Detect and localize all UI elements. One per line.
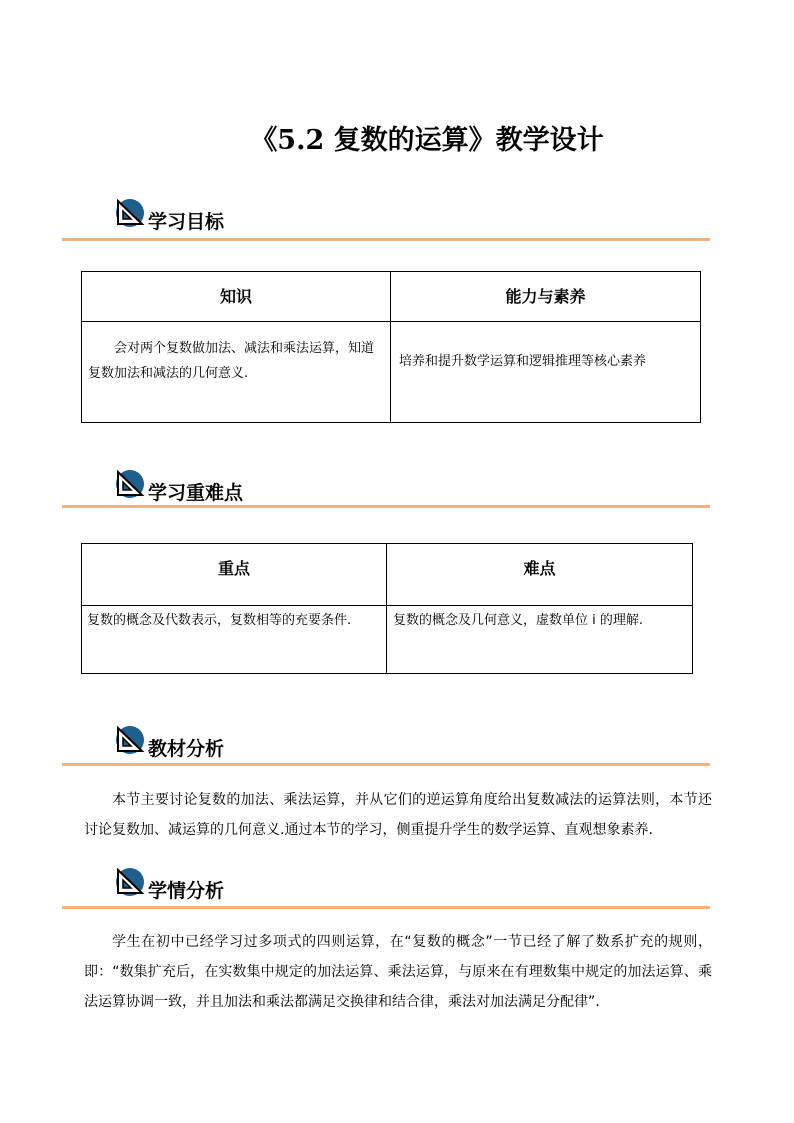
section-divider xyxy=(62,763,710,766)
section-material-title: 教材分析 xyxy=(148,738,225,760)
triangle-ruler-icon xyxy=(112,722,148,758)
goals-col-knowledge-header: 知识 xyxy=(82,272,391,322)
section-divider xyxy=(62,238,710,241)
section-keypoints-title: 学习重难点 xyxy=(148,482,244,504)
keypoints-col-difficulty-header: 难点 xyxy=(387,544,693,606)
learner-paragraph: 学生在初中已经学习过多项式的四则运算，在“复数的概念”一节已经了解了数系扩充的规则，即：“数集扩充后，在实数集中规定的加法运算、乘法运算，与原来在有理数集中规定的加法运算、乘法运算协调一致，并且加法和乘法都满足交换律和结合律，乘法对加法满足分配律”. xyxy=(84,934,712,1010)
keypoints-focus-cell: 复数的概念及代数表示，复数相等的充要条件. xyxy=(82,606,387,674)
triangle-ruler-icon xyxy=(112,195,148,231)
keypoints-col-focus-header: 重点 xyxy=(82,544,387,606)
section-divider xyxy=(62,505,710,508)
triangle-ruler-icon xyxy=(112,466,148,502)
goals-col-ability-header: 能力与素养 xyxy=(391,272,701,322)
section-goals-title: 学习目标 xyxy=(148,211,225,233)
triangle-ruler-icon xyxy=(112,864,148,900)
goals-table xyxy=(81,271,701,423)
section-learner-title: 学情分析 xyxy=(148,880,225,902)
goals-knowledge-cell: 会对两个复数做加法、减法和乘法运算，知道复数加法和减法的几何意义. xyxy=(82,322,391,423)
keypoints-table xyxy=(81,543,693,674)
goals-ability-cell: 培养和提升数学运算和逻辑推理等核心素养 xyxy=(391,322,701,423)
section-divider xyxy=(62,906,710,909)
material-paragraph: 本节主要讨论复数的加法、乘法运算，并从它们的逆运算角度给出复数减法的运算法则，本节还讨论复数加、减运算的几何意义.通过本节的学习，侧重提升学生的数学运算、直观想象素养. xyxy=(84,792,712,838)
page-title: 《5.2 复数的运算》教学设计 xyxy=(250,125,604,156)
keypoints-difficulty-cell: 复数的概念及几何意义，虚数单位 i 的理解. xyxy=(387,606,693,674)
